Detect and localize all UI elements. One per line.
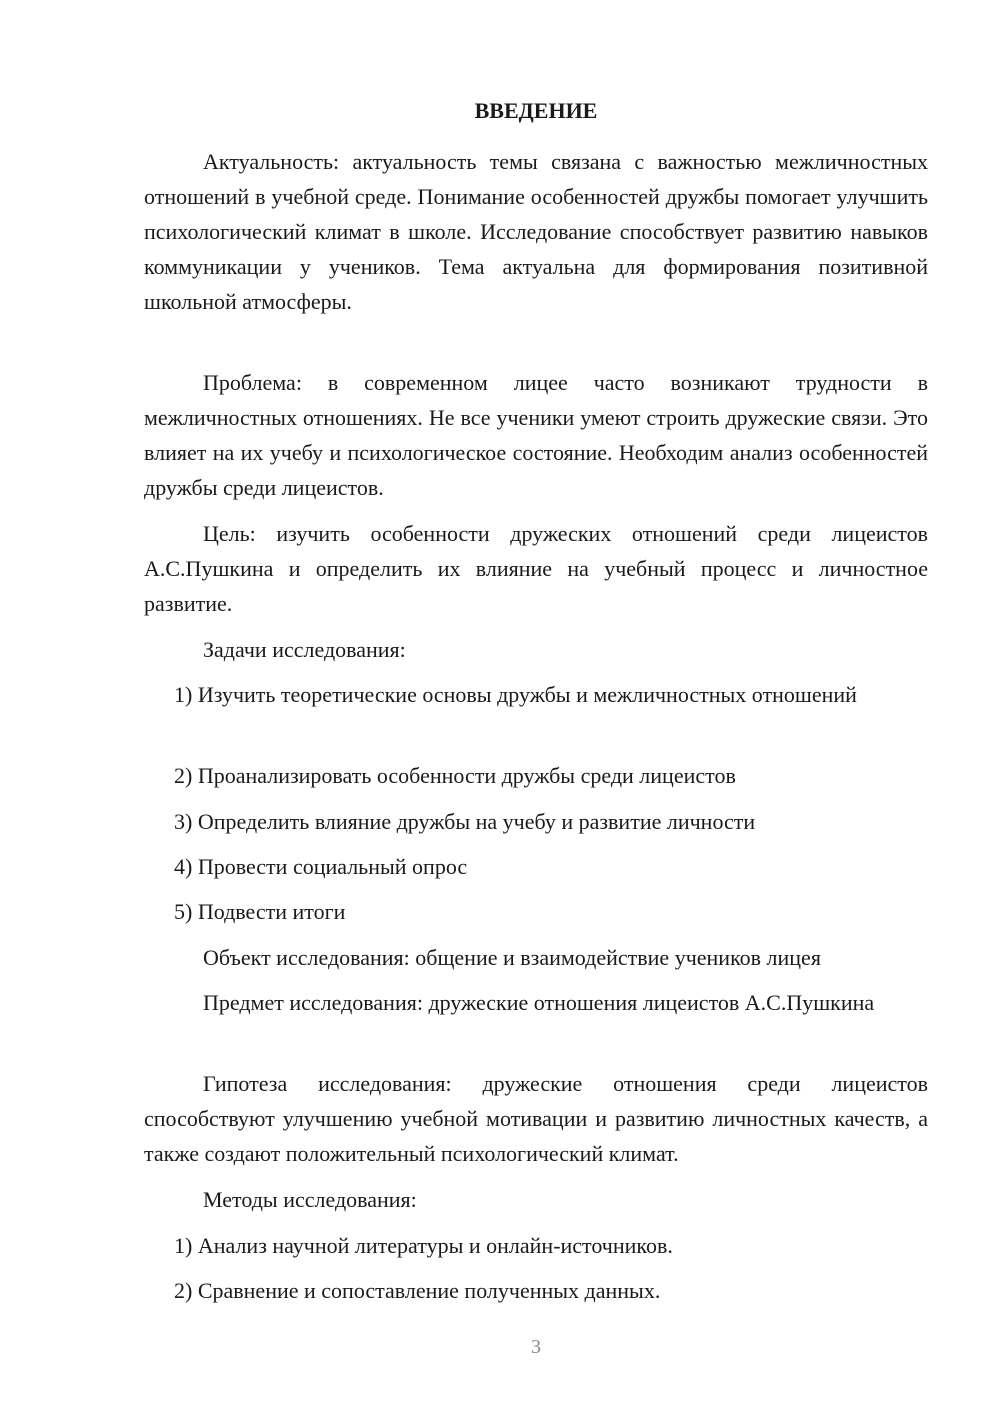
task-item-3: 3) Определить влияние дружбы на учебу и развитие личности [174,809,756,834]
method-item-2: 2) Сравнение и сопоставление полученных данных. [174,1278,661,1303]
task-item-2: 2) Проанализировать особенности дружбы среди лицеистов [174,763,736,788]
page-number: 3 [531,1336,541,1358]
tasks-heading: Задачи исследования: [203,637,406,662]
goal-paragraph: Цель: изучить особенности дружеских отношений среди лицеистов А.С.Пушкина и определить их влияние на учебный процесс и личностное развитие. [144,521,928,616]
method-item-1: 1) Анализ научной литературы и онлайн-источников. [174,1233,673,1258]
hypothesis-paragraph: Гипотеза исследования: дружеские отношения среди лицеистов способствуют улучшению учебной мотивации и развитию личностных качеств, а также создают положительный психологический климат. [144,1071,928,1166]
relevance-paragraph: Актуальность: актуальность темы связана с важностью межличностных отношений в учебной среде. Понимание особенностей дружбы помогает улучшить психологический климат в школе. Исследование способствует развитию навыков коммуникации у учеников. Тема актуальна для формирования позитивной школьной атмосферы. [144,149,928,314]
methods-heading: Методы исследования: [203,1187,417,1212]
page-title: ВВЕДЕНИЕ [474,98,598,123]
problem-paragraph: Проблема: в современном лицее часто возникают трудности в межличностных отношениях. Не все ученики умеют строить дружеские связи. Это влияет на их учебу и психологическое состояние. Необходим анализ особенностей дружбы среди лицеистов. [144,370,928,500]
task-item-1: 1) Изучить теоретические основы дружбы и межличностных отношений [174,682,857,707]
object-paragraph: Объект исследования: общение и взаимодействие учеников лицея [203,945,821,970]
task-item-5: 5) Подвести итоги [174,899,346,924]
task-item-4: 4) Провести социальный опрос [174,854,468,879]
subject-paragraph: Предмет исследования: дружеские отношения лицеистов А.С.Пушкина [203,990,875,1015]
